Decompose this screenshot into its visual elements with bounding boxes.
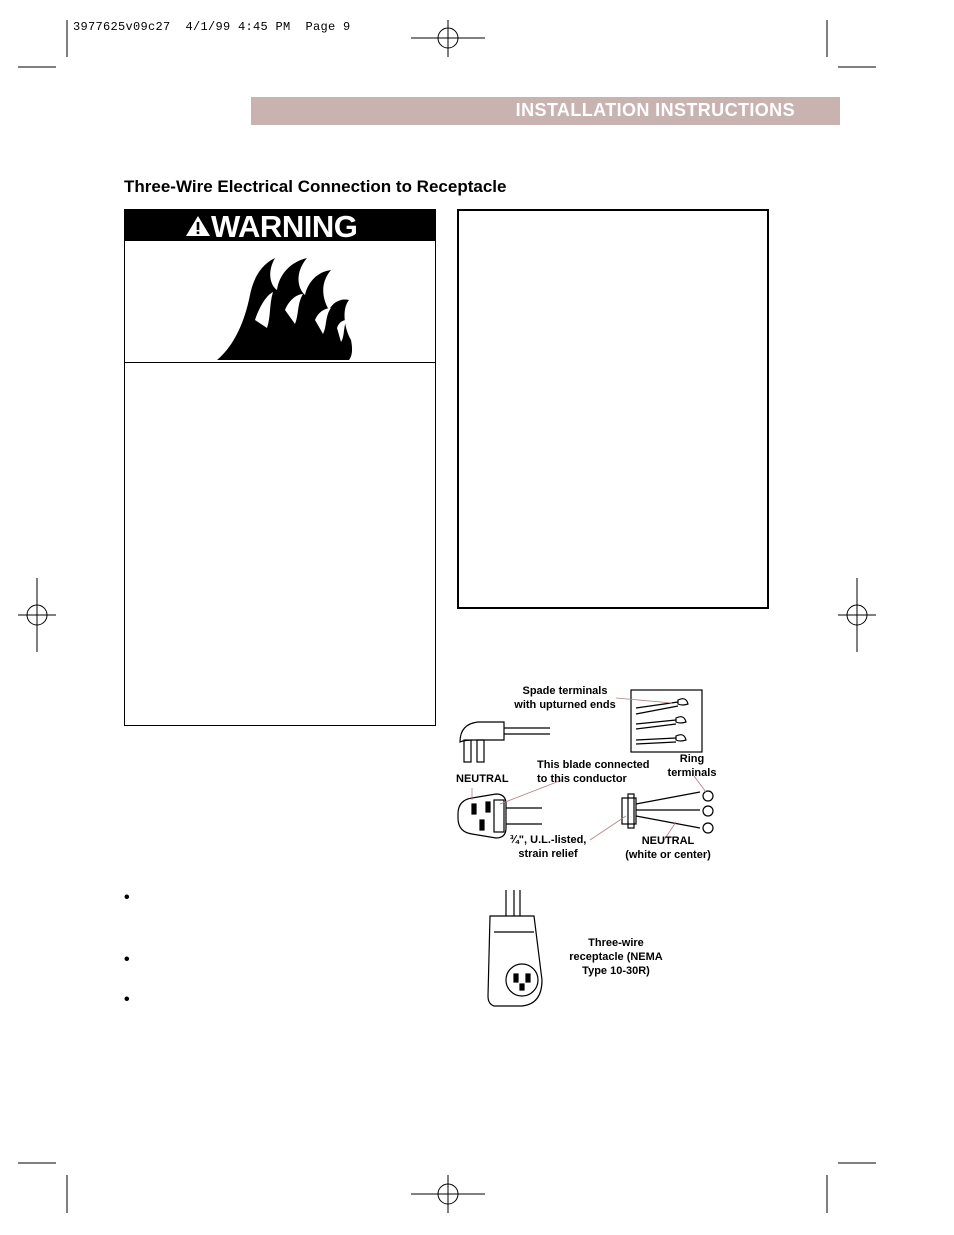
bullet-1: • <box>124 889 130 906</box>
label-receptacle: Three-wire receptacle (NEMA Type 10-30R) <box>569 937 663 977</box>
label-neutral-wire: NEUTRAL (white or center) <box>625 835 711 861</box>
bullet-3: • <box>124 991 130 1008</box>
warning-divider <box>125 362 435 363</box>
power-cord-plug <box>460 722 550 762</box>
strain-relief-assembly <box>622 791 713 833</box>
receptacle-drawing <box>488 890 542 1006</box>
warning-box <box>124 209 436 726</box>
warning-triangle-icon <box>185 215 211 237</box>
print-slug: 3977625v09c27 4/1/99 4:45 PM Page 9 <box>73 20 351 34</box>
warning-title: WARNING <box>211 209 358 244</box>
label-blade-conductor: This blade connected to this conductor <box>537 759 650 785</box>
section-banner <box>251 97 840 125</box>
note-box <box>457 209 769 609</box>
label-spade-terminals: Spade terminals with upturned ends <box>514 685 616 711</box>
fire-hazard-icon <box>215 250 355 362</box>
bullet-2: • <box>124 951 130 968</box>
label-strain-relief: ¾", U.L.-listed, strain relief <box>509 834 587 860</box>
label-neutral-plug: NEUTRAL <box>456 773 509 785</box>
warning-header <box>125 209 435 244</box>
plug-face <box>458 794 542 838</box>
banner-title: INSTALLATION INSTRUCTIONS <box>515 100 795 120</box>
page-title: Three-Wire Electrical Connection to Receptacle <box>124 177 507 196</box>
label-ring-terminals: Ring terminals <box>667 753 717 779</box>
spade-terminals <box>636 699 688 744</box>
